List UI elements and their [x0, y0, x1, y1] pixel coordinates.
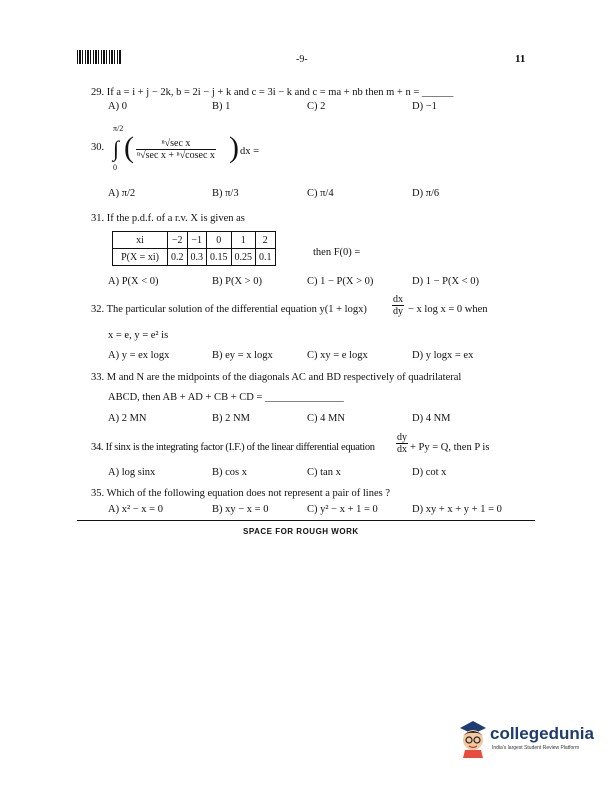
- question-34-tail: + Py = Q, then P is: [410, 442, 490, 453]
- derivative-fraction: [392, 294, 404, 317]
- pdf-table: [112, 231, 276, 266]
- question-32-line2: x = e, y = e² is: [108, 330, 169, 341]
- question-32-tail: − x log x = 0 when: [408, 304, 488, 315]
- derivative-fraction: [396, 432, 408, 455]
- fraction-numerator: dy: [397, 432, 407, 443]
- option-31-c[interactable]: C) 1 − P(X > 0): [307, 276, 374, 287]
- integral-tail: dx =: [240, 146, 260, 157]
- option-32-c[interactable]: C) xy = e logx: [307, 350, 368, 361]
- left-paren: (: [124, 131, 134, 164]
- option-30-c[interactable]: C) π/4: [307, 188, 334, 199]
- option-32-a[interactable]: A) y = ex logx: [108, 350, 170, 361]
- brand-tagline: India's largest Student Review Platform: [492, 745, 580, 751]
- option-35-c[interactable]: C) y² − x + 1 = 0: [307, 504, 378, 515]
- option-30-d[interactable]: D) π/6: [412, 188, 440, 199]
- table-cell: 0.3: [187, 249, 207, 266]
- option-30-b[interactable]: B) π/3: [212, 188, 239, 199]
- table-cell: −1: [187, 232, 207, 249]
- question-35: [91, 488, 390, 499]
- fraction-denominator: dx: [397, 444, 407, 455]
- upper-limit: π/2: [113, 124, 124, 133]
- option-31-d[interactable]: D) 1 − P(X < 0): [412, 276, 479, 287]
- fraction-numerator: dx: [393, 294, 403, 305]
- option-35-d[interactable]: D) xy + x + y + 1 = 0: [412, 504, 502, 515]
- question-number: 33.: [91, 372, 105, 383]
- right-paren: ): [229, 131, 239, 164]
- question-33-line2: ABCD, then AB + AD + CB + CD = _______________: [108, 392, 344, 403]
- integrand-fraction: [136, 138, 216, 161]
- option-34-d[interactable]: D) cot x: [412, 467, 447, 478]
- fraction-denominator: dy: [393, 306, 403, 317]
- table-cell: xi: [113, 232, 168, 249]
- question-32: [91, 304, 367, 315]
- table-cell: 0: [207, 232, 232, 249]
- question-text: M and N are the midpoints of the diagonals AC and BD respectively of quadrilateral: [106, 372, 462, 383]
- question-number: 31.: [91, 213, 105, 224]
- table-cell: −2: [168, 232, 188, 249]
- table-cell: 1: [231, 232, 256, 249]
- table-cell: P(X = xi): [113, 249, 168, 266]
- table-row: [113, 249, 276, 266]
- option-30-a[interactable]: A) π/2: [108, 188, 136, 199]
- brand-logo: collegedunia: [490, 724, 594, 743]
- option-35-b[interactable]: B) xy − x = 0: [212, 504, 269, 515]
- integrand-numerator: ⁿ√sec x: [136, 138, 216, 150]
- integral-sign: ∫: [113, 136, 120, 161]
- option-33-c[interactable]: C) 4 MN: [307, 413, 345, 424]
- question-number: 29.: [91, 87, 105, 98]
- option-32-d[interactable]: D) y logx = ex: [412, 350, 474, 361]
- page-marker: -9-: [296, 54, 308, 65]
- option-31-b[interactable]: B) P(X > 0): [212, 276, 262, 287]
- option-29-b[interactable]: B) 1: [212, 101, 231, 112]
- question-number: 35.: [91, 488, 105, 499]
- question-33: [91, 372, 461, 383]
- table-cell: 0.1: [256, 249, 276, 266]
- option-34-a[interactable]: A) log sinx: [108, 467, 156, 478]
- question-34: [91, 442, 375, 453]
- page-number: 11: [515, 53, 526, 65]
- question-text: The particular solution of the differential equation y(1 + logx): [106, 304, 367, 315]
- option-34-c[interactable]: C) tan x: [307, 467, 341, 478]
- option-29-d[interactable]: D) −1: [412, 101, 437, 112]
- integrand-denominator: ⁿ√sec x + ⁿ√cosec x: [137, 150, 215, 161]
- table-tail: then F(0) =: [313, 247, 361, 258]
- rough-work-label: SPACE FOR ROUGH WORK: [243, 527, 359, 536]
- option-34-b[interactable]: B) cos x: [212, 467, 247, 478]
- question-number: 32.: [91, 304, 105, 315]
- option-31-a[interactable]: A) P(X < 0): [108, 276, 159, 287]
- option-29-a[interactable]: A) 0: [108, 101, 127, 112]
- question-number-30: 30.: [91, 142, 105, 153]
- option-35-a[interactable]: A) x² − x = 0: [108, 504, 163, 515]
- question-29: [91, 87, 453, 98]
- table-cell: 0.25: [231, 249, 256, 266]
- option-33-b[interactable]: B) 2 NM: [212, 413, 250, 424]
- lower-limit: 0: [113, 163, 117, 172]
- question-number: 34.: [91, 442, 104, 453]
- table-row: [113, 232, 276, 249]
- barcode: [77, 50, 121, 64]
- divider: [77, 520, 535, 521]
- option-33-a[interactable]: A) 2 MN: [108, 413, 147, 424]
- question-31: [91, 213, 245, 224]
- option-32-b[interactable]: B) ey = x logx: [212, 350, 273, 361]
- mascot-icon: [456, 718, 490, 758]
- table-cell: 2: [256, 232, 276, 249]
- option-29-c[interactable]: C) 2: [307, 101, 326, 112]
- table-cell: 0.15: [207, 249, 232, 266]
- option-33-d[interactable]: D) 4 NM: [412, 413, 451, 424]
- question-text: If a = i + j − 2k, b = 2i − j + k and c = 3i − k and c = ma + nb then m + n = ______: [106, 87, 454, 98]
- question-text: Which of the following equation does not represent a pair of lines ?: [106, 488, 390, 499]
- question-text: If sinx is the integrating factor (I.F.) of the linear differential equation: [105, 442, 375, 453]
- table-cell: 0.2: [168, 249, 188, 266]
- question-text: If the p.d.f. of a r.v. X is given as: [106, 213, 245, 224]
